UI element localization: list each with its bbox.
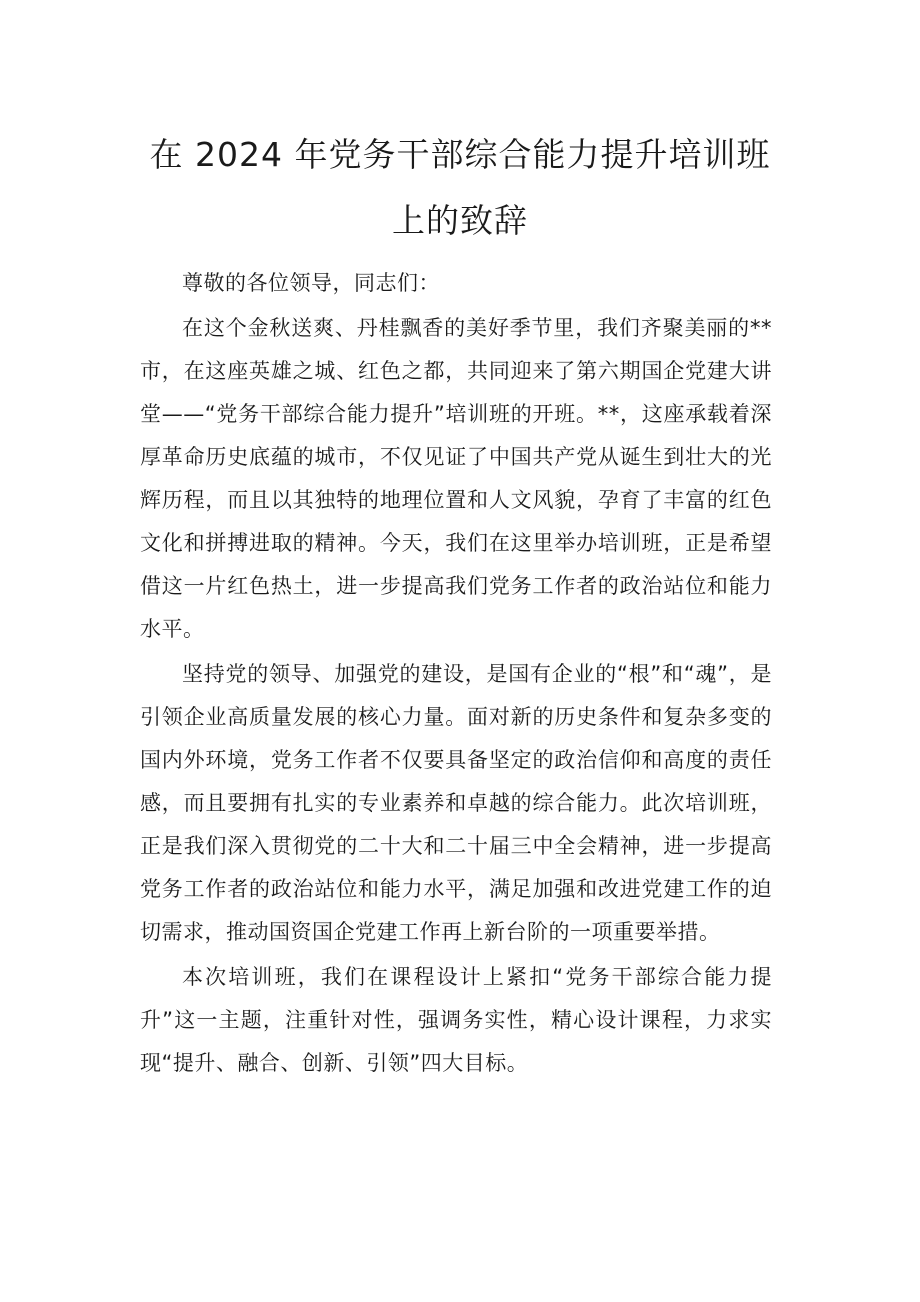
salutation: 尊敬的各位领导，同志们： [182,271,440,295]
paragraph-3: 本次培训班，我们在课程设计上紧扣“党务干部综合能力提升”这一主题，注重针对性，强调务实性，精心设计课程，力求实现“提升、融合、创新、引领”四大目标。 [140,965,772,1075]
document-title: 在 2024 年党务干部综合能力提升培训班上的致辞 [149,135,771,240]
paragraph-2: 坚持党的领导、加强党的建设，是国有企业的“根”和“魂”，是引领企业高质量发展的核心力量。面对新的历史条件和复杂多变的国内外环境，党务工作者不仅要具备坚定的政治信仰和高度的责任感，而且要拥有扎实的专业素养和卓越的综合能力。此次培训班，正是我们深入贯彻党的二十大和二十届三中全会精神，进一步提高党务工作者的政治站位和能力水平，满足加强和改进党建工作的迫切需求，推动国资国企党建工作再上新台阶的一项重要举措。 [140,662,772,944]
document-body [140,262,772,1085]
paragraph-1: 在这个金秋送爽、丹桂飘香的美好季节里，我们齐聚美丽的**市，在这座英雄之城、红色之都，共同迎来了第六期国企党建大讲堂——“党务干部综合能力提升”培训班的开班。**，这座承载着深厚革命历史底蕴的城市，不仅见证了中国共产党从诞生到壮大的光辉历程，而且以其独特的地理位置和人文风貌，孕育了丰富的红色文化和拼搏进取的精神。今天，我们在这里举办培训班，正是希望借这一片红色热土，进一步提高我们党务工作者的政治站位和能力水平。 [140,316,772,641]
